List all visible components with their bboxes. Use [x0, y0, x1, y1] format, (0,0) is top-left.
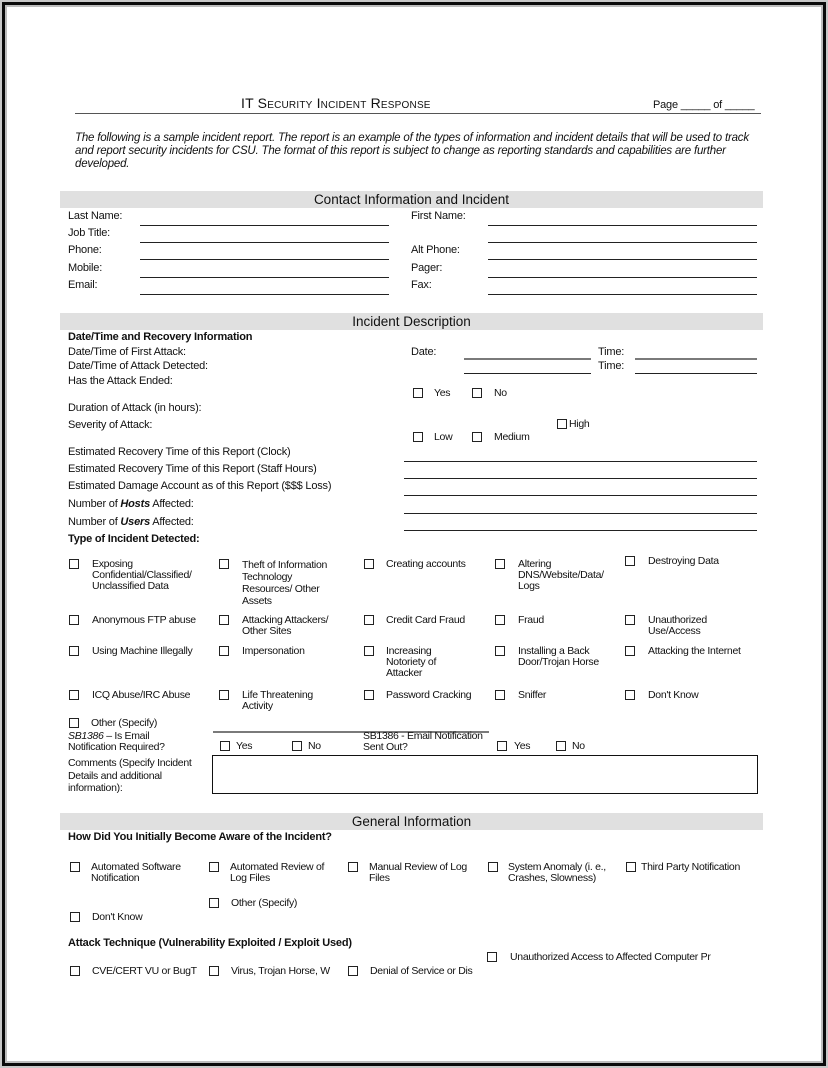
damage-field[interactable] [404, 495, 757, 496]
technique-checkbox[interactable] [209, 966, 219, 976]
datetime-subheading: Date/Time and Recovery Information [68, 331, 253, 343]
other-specify-checkbox[interactable] [69, 718, 79, 728]
aware-label: Third Party Notification [641, 861, 741, 873]
detected-time-field[interactable] [635, 373, 757, 374]
pager-field[interactable] [488, 277, 757, 278]
type-checkbox[interactable] [219, 646, 229, 656]
severity-label: Severity of Attack: [68, 419, 153, 431]
pager-label: Pager: [411, 262, 443, 274]
fax-field[interactable] [488, 294, 757, 295]
type-checkbox[interactable] [69, 615, 79, 625]
type-checkbox[interactable] [364, 559, 374, 569]
last-name-label: Last Name: [68, 210, 123, 222]
time-label-1: Time: [598, 346, 625, 358]
mobile-label: Mobile: [68, 262, 103, 274]
technique-heading: Attack Technique (Vulnerability Exploited / Exploit Used) [68, 937, 352, 949]
sb1386-sent-no-label: No [572, 740, 585, 752]
hosts-affected-label: Number of Hosts Affected: [68, 498, 194, 510]
sb1386-sent-yes-checkbox[interactable] [497, 741, 507, 751]
aware-heading: How Did You Initially Become Aware of the Incident? [68, 831, 332, 843]
sb1386-required-yes-label: Yes [236, 740, 253, 752]
extra-contact-field[interactable] [488, 242, 757, 243]
job-title-label: Job Title: [68, 227, 111, 239]
technique-label: Denial of Service or Dis [370, 966, 473, 977]
aware-checkbox[interactable] [348, 862, 358, 872]
incident-type-heading: Type of Incident Detected: [68, 533, 200, 545]
type-label: Attacking Attackers/ Other Sites [242, 614, 329, 637]
sb1386-required-no-checkbox[interactable] [292, 741, 302, 751]
type-label: Creating accounts [386, 558, 466, 570]
attack-detected-label: Date/Time of Attack Detected: [68, 360, 208, 372]
type-label: Increasing Notoriety of Attacker [386, 645, 437, 679]
type-checkbox[interactable] [495, 646, 505, 656]
type-checkbox[interactable] [495, 559, 505, 569]
type-checkbox[interactable] [219, 690, 229, 700]
aware-label: Automated Review of Log Files [230, 861, 325, 884]
type-checkbox[interactable] [625, 615, 635, 625]
severity-low-label: Low [434, 431, 453, 443]
sb1386-sent-yes-label: Yes [514, 740, 531, 752]
type-checkbox[interactable] [219, 559, 229, 569]
severity-high-label: High [569, 418, 590, 430]
comments-label: Comments (Specify Incident Details and additional information): [68, 757, 192, 794]
header-divider [75, 113, 761, 114]
aware-checkbox[interactable] [209, 898, 219, 908]
type-checkbox[interactable] [69, 690, 79, 700]
email-label: Email: [68, 279, 98, 291]
last-name-field[interactable] [140, 225, 389, 226]
first-attack-label: Date/Time of First Attack: [68, 346, 186, 358]
aware-checkbox[interactable] [488, 862, 498, 872]
type-checkbox[interactable] [364, 615, 374, 625]
users-affected-field[interactable] [404, 530, 757, 531]
type-checkbox[interactable] [219, 615, 229, 625]
type-checkbox[interactable] [364, 690, 374, 700]
type-label: Using Machine Illegally [92, 645, 193, 657]
recovery-clock-label: Estimated Recovery Time of this Report (Clock) [68, 446, 291, 458]
sb1386-sent-no-checkbox[interactable] [556, 741, 566, 751]
sb1386-required-yes-checkbox[interactable] [220, 741, 230, 751]
type-checkbox[interactable] [625, 646, 635, 656]
intro-text: The following is a sample incident report. The report is an example of the types of information and incident details that will be used to track and report security incidents for CSU. The format of this report is subject to change as reporting standards and capabilities are further developed. [75, 132, 749, 170]
technique-label: CVE/CERT VU or BugT [92, 966, 197, 977]
other-specify-label: Other (Specify) [91, 717, 158, 729]
section-contact-header: Contact Information and Incident [60, 191, 763, 208]
comments-textarea[interactable] [212, 755, 758, 794]
users-affected-label: Number of Users Affected: [68, 516, 194, 528]
type-label: Don't Know [648, 689, 699, 701]
severity-medium-checkbox[interactable] [472, 432, 482, 442]
alt-phone-label: Alt Phone: [411, 244, 460, 256]
type-label: Attacking the Internet [648, 645, 741, 657]
type-checkbox[interactable] [364, 646, 374, 656]
attack-ended-no-label: No [494, 387, 507, 399]
detected-date-field[interactable] [464, 373, 591, 374]
attack-ended-label: Has the Attack Ended: [68, 375, 173, 387]
time-label-2: Time: [598, 360, 625, 372]
type-checkbox[interactable] [495, 690, 505, 700]
job-title-field[interactable] [140, 242, 389, 243]
type-label: Installing a Back Door/Trojan Horse [518, 645, 599, 668]
type-label: Destroying Data [648, 555, 719, 567]
date-label: Date: [411, 346, 437, 358]
recovery-staff-label: Estimated Recovery Time of this Report (Staff Hours) [68, 463, 317, 475]
page-title: IT Security Incident Response [241, 95, 431, 111]
alt-phone-field[interactable] [488, 259, 757, 260]
type-checkbox[interactable] [69, 646, 79, 656]
type-label: Anonymous FTP abuse [92, 614, 196, 626]
severity-low-checkbox[interactable] [413, 432, 423, 442]
attack-ended-yes-checkbox[interactable] [413, 388, 423, 398]
aware-checkbox[interactable] [209, 862, 219, 872]
attack-ended-no-checkbox[interactable] [472, 388, 482, 398]
technique-checkbox[interactable] [70, 966, 80, 976]
section-incident-header: Incident Description [60, 313, 763, 330]
document-frame [2, 2, 826, 1066]
duration-label: Duration of Attack (in hours): [68, 402, 202, 414]
aware-label: Other (Specify) [231, 897, 298, 909]
type-label: Exposing Confidential/Classified/ Unclassified Data [92, 558, 192, 592]
type-label: Password Cracking [386, 689, 472, 701]
type-checkbox[interactable] [495, 615, 505, 625]
type-checkbox[interactable] [69, 559, 79, 569]
phone-field[interactable] [140, 259, 389, 260]
aware-label: Don't Know [92, 911, 143, 923]
aware-label: Automated Software Notification [91, 861, 181, 884]
type-label: ICQ Abuse/IRC Abuse [92, 689, 191, 701]
aware-checkbox[interactable] [70, 912, 80, 922]
type-checkbox[interactable] [625, 556, 635, 566]
sb1386-required-label: SB1386 – Is Email Notification Required? [68, 730, 165, 753]
technique-checkbox[interactable] [348, 966, 358, 976]
damage-label: Estimated Damage Account as of this Report ($$$ Loss) [68, 480, 332, 492]
phone-label: Phone: [68, 244, 102, 256]
sb1386-sent-label: SB1386 - Email Notification Sent Out? [363, 730, 483, 753]
first-attack-date-field[interactable] [464, 358, 591, 360]
type-label: Credit Card Fraud [386, 614, 465, 626]
first-name-label: First Name: [411, 210, 466, 222]
hosts-affected-field[interactable] [404, 513, 757, 514]
type-label: Sniffer [518, 689, 547, 701]
recovery-staff-field[interactable] [404, 478, 757, 479]
type-label: Fraud [518, 614, 544, 626]
form-page [7, 7, 821, 1061]
first-attack-time-field[interactable] [635, 358, 757, 360]
type-label: Impersonation [242, 645, 305, 657]
type-label: Life Threatening Activity [242, 689, 313, 712]
type-checkbox[interactable] [625, 690, 635, 700]
type-label: Unauthorized Use/Access [648, 614, 707, 637]
type-label: Theft of Information Technology Resources/ Other Assets [242, 559, 328, 607]
first-name-field[interactable] [488, 225, 757, 226]
technique-label: Unauthorized Access to Affected Computer Pr [510, 952, 711, 963]
email-field[interactable] [140, 294, 389, 295]
attack-ended-yes-label: Yes [434, 387, 451, 399]
aware-label: System Anomaly (i. e., Crashes, Slowness) [508, 861, 606, 884]
aware-checkbox[interactable] [70, 862, 80, 872]
sb1386-required-no-label: No [308, 740, 321, 752]
page-number-label: Page _____ of _____ [653, 99, 755, 111]
aware-label: Manual Review of Log Files [369, 861, 467, 884]
fax-label: Fax: [411, 279, 432, 291]
technique-label: Virus, Trojan Horse, W [231, 966, 330, 977]
recovery-clock-field[interactable] [404, 461, 757, 462]
severity-medium-label: Medium [494, 431, 530, 443]
type-label: Altering DNS/Website/Data/ Logs [518, 558, 604, 592]
technique-checkbox[interactable] [487, 952, 497, 962]
mobile-field[interactable] [140, 277, 389, 278]
aware-checkbox[interactable] [626, 862, 636, 872]
section-general-header: General Information [60, 813, 763, 830]
severity-high-checkbox[interactable] [557, 419, 567, 429]
